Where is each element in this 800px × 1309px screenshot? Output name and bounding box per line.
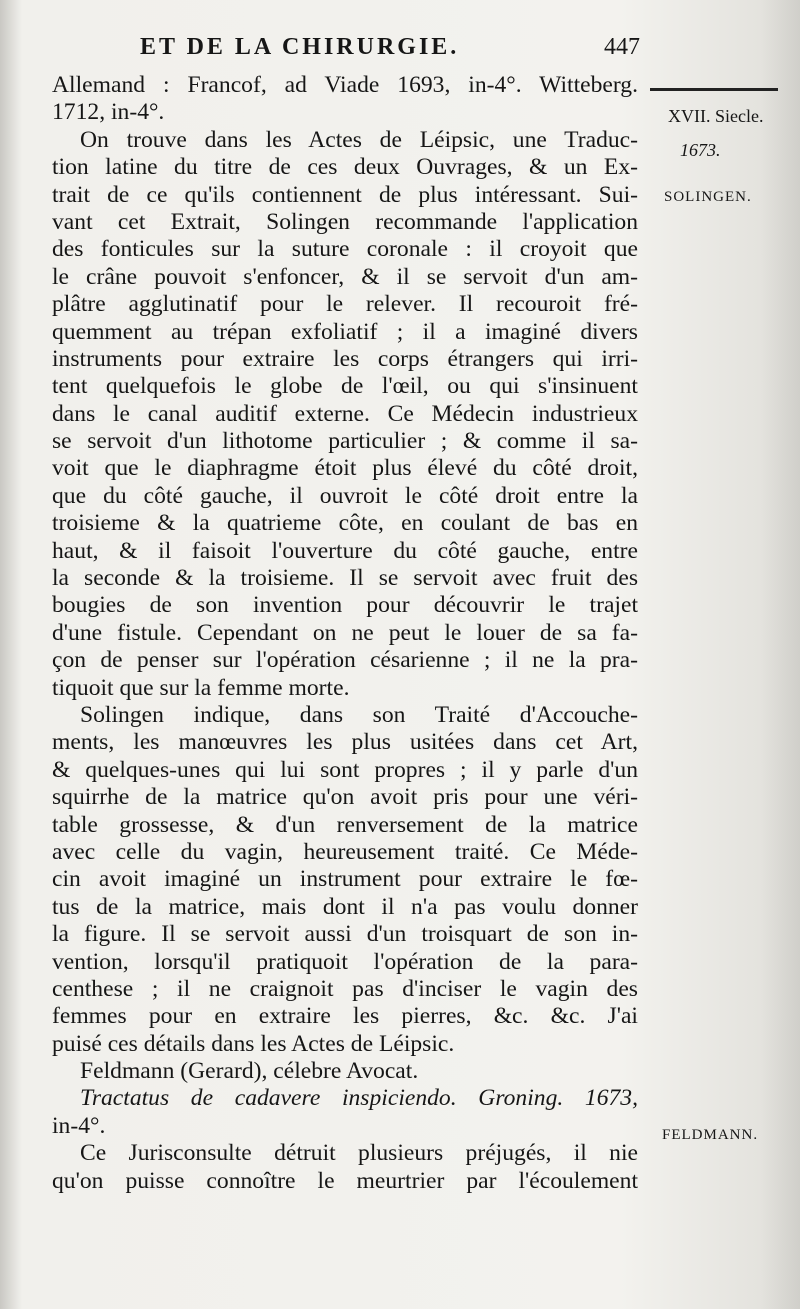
margin-note-century: XVII. Siecle. — [668, 106, 764, 126]
text-line: Ce Jurisconsulte détruit plusieurs préjugés, il nie — [80, 1140, 638, 1167]
text-line: Solingen indique, dans son Traité d'Accouche- — [80, 701, 638, 728]
text-line: quemment au trépan exfoliatif ; il a imaginé divers — [52, 318, 638, 345]
text-line: On trouve dans les Actes de Léipsic, une Traduc- — [80, 126, 638, 153]
text-line: Allemand : Francof, ad Viade 1693, in-4°. Witteberg. — [52, 72, 638, 98]
text-line: Feldmann (Gerard), célebre Avocat. — [80, 1058, 419, 1085]
text-line: centhese ; il ne craignoit pas d'inciser le vagin des — [52, 975, 638, 1002]
text-line: trait de ce qu'ils contiennent de plus intéressant. Sui- — [52, 181, 638, 208]
text-line: la figure. Il se servoit aussi d'un troisquart de son in- — [52, 921, 638, 948]
text-line: Tractatus de cadavere inspiciendo. Groning. 1673, — [80, 1085, 638, 1112]
running-title: ET DE LA CHIRURGIE. — [140, 34, 460, 60]
text-line: squirrhe de la matrice qu'on avoit pris pour une véri- — [52, 784, 638, 811]
text-line: tus de la matrice, mais dont il n'a pas voulu donner — [52, 893, 638, 920]
text-line: des fonticules sur la suture coronale : il croyoit que — [52, 236, 638, 263]
text-line: tent quelquefois le globe de l'œil, ou qui s'insinuent — [52, 373, 638, 400]
text-line: que du côté gauche, il ouvroit le côté droit entre la — [52, 482, 638, 509]
margin-note-year: 1673. — [680, 140, 721, 160]
text-line: haut, & il faisoit l'ouverture du côté gauche, entre — [52, 537, 638, 564]
text-line: vant cet Extrait, Solingen recommande l'application — [52, 208, 638, 235]
text-line: bougies de son invention pour découvrir le trajet — [52, 592, 638, 619]
text-line: qu'on puisse connoître le meurtrier par l'écoulement — [52, 1167, 638, 1194]
text-line: cin avoit imaginé un instrument pour extraire le fœ- — [52, 866, 638, 893]
text-line: le crâne pouvoit s'enfoncer, & il se servoit d'un am- — [52, 263, 638, 290]
page-number: 447 — [604, 34, 640, 60]
running-head — [140, 34, 640, 68]
text-line: troisieme & la quatrieme côte, en coulant de bas en — [52, 510, 638, 537]
text-line: table grossesse, & d'un renversement de la matrice — [52, 811, 638, 838]
text-line: d'une fistule. Cependant on ne peut le louer de sa fa- — [52, 619, 638, 646]
text-line: in-4°. — [52, 1112, 106, 1139]
margin-rule — [650, 88, 778, 91]
text-line: & quelques-unes qui lui sont propres ; il y parle d'un — [52, 756, 638, 783]
text-line: avec celle du vagin, heureusement traité. Ce Méde- — [52, 838, 638, 865]
text-line: puisé ces détails dans les Actes de Léipsic. — [52, 1030, 455, 1057]
text-line: tiquoit que sur la femme morte. — [52, 674, 350, 701]
text-line: ments, les manœuvres les plus usitées dans cet Art, — [52, 729, 638, 756]
text-line: femmes pour en extraire les pierres, &c. &c. J'ai — [52, 1003, 638, 1030]
margin-note-feldmann: FELDMANN. — [662, 1127, 759, 1143]
text-line: instruments pour extraire les corps étrangers qui irri- — [52, 345, 638, 372]
text-line: se servoit d'un lithotome particulier ; & comme il sa- — [52, 428, 638, 455]
text-line: 1712, in-4°. — [52, 99, 165, 126]
margin-note-solingen: SOLINGEN. — [664, 189, 752, 205]
text-line: plâtre agglutinatif pour le relever. Il recouroit fré- — [52, 291, 638, 318]
body-text — [52, 72, 638, 1195]
text-line: çon de penser sur l'opération césarienne ; il ne la pra- — [52, 647, 638, 674]
text-line: vention, lorsqu'il pratiquoit l'opération de la para- — [52, 948, 638, 975]
text-line: la seconde & la troisieme. Il se servoit avec fruit des — [52, 565, 638, 592]
text-line: tion latine du titre de ces deux Ouvrages, & un Ex- — [52, 154, 638, 181]
text-line: voit que le diaphragme étoit plus élevé du côté droit, — [52, 455, 638, 482]
text-line: dans le canal auditif externe. Ce Médecin industrieux — [52, 400, 638, 427]
